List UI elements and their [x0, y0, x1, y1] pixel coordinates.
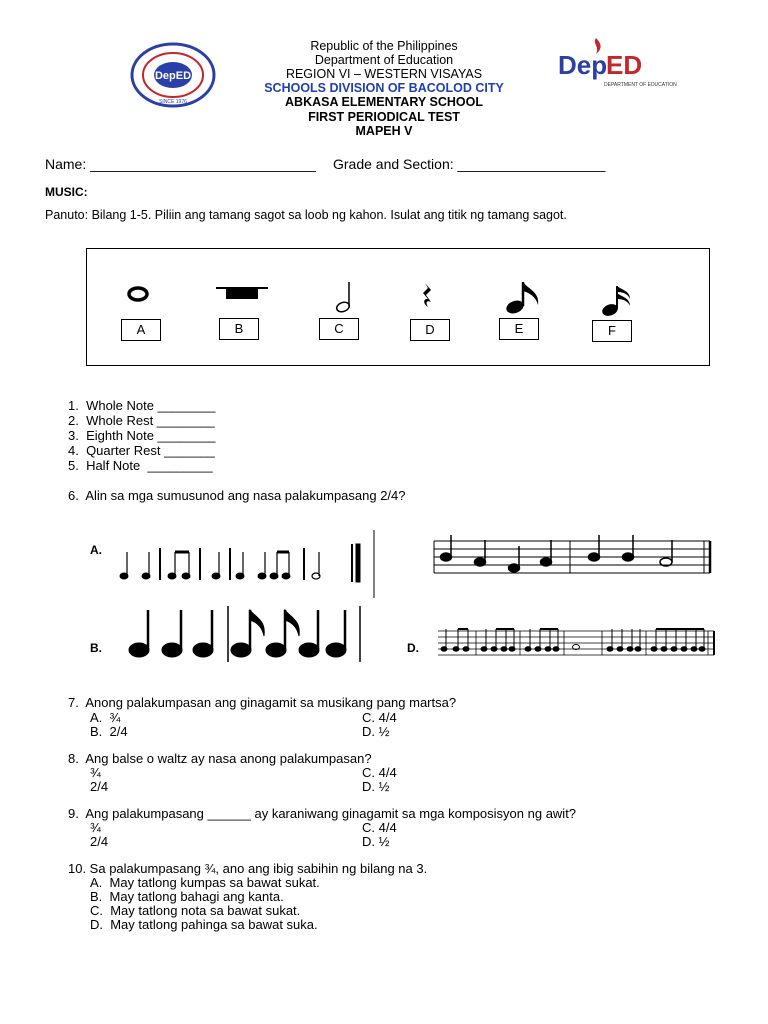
question-9: 9. Ang palakumpasang ______ ay karaniwang ginagamit sa mga komposisyon ng awit?: [68, 806, 577, 821]
q8-option-a: ¾: [90, 765, 101, 780]
question-10: 10. Sa palakumpasang ¾, ano ang ibig sabihin ng bilang na 3.: [68, 861, 428, 876]
q7-option-d: D. ½: [362, 724, 390, 739]
q7-option-b: B. 2/4: [90, 724, 128, 739]
choice-box-d: D: [410, 319, 450, 341]
header-region: REGION VI – WESTERN VISAYAS: [285, 67, 483, 81]
sixteenth-note-icon: [600, 283, 634, 320]
q6-option-c-staff: [432, 535, 714, 588]
q6-option-a-rhythm: [116, 530, 382, 601]
choice-box-a: A: [121, 319, 161, 341]
q10-option-d: D. May tatlong pahinga sa bawat suka.: [90, 917, 318, 932]
svg-text:DEPARTMENT OF EDUCATION: DEPARTMENT OF EDUCATION: [604, 82, 677, 88]
q10-option-a: A. May tatlong kumpas sa bawat sukat.: [90, 875, 320, 890]
grade-section-field-label: Grade and Section: ___________________: [333, 156, 606, 172]
q9-option-c: C. 4/4: [362, 820, 397, 835]
item-4: 4. Quarter Rest _______: [68, 443, 215, 458]
q9-option-b: 2/4: [90, 834, 109, 849]
whole-rest-icon: [214, 284, 270, 307]
q8-option-b: 2/4: [90, 779, 109, 794]
music-heading: MUSIC:: [45, 185, 88, 199]
q6-option-d-staff: [436, 625, 716, 664]
instructions: Panuto: Bilang 1-5. Piliin ang tamang sagot sa loob ng kahon. Isulat ang titik ng tamang sagot.: [45, 208, 567, 222]
header-subject: MAPEH V: [355, 124, 413, 138]
whole-note-icon: [126, 284, 150, 307]
header-school: ABKASA ELEMENTARY SCHOOL: [285, 95, 483, 109]
item-2: 2. Whole Rest ________: [68, 413, 215, 428]
q10-option-b: B. May tatlong bahagi ang kanta.: [90, 889, 284, 904]
header-republic: Republic of the Philippines: [310, 39, 458, 53]
q9-option-a: ¾: [90, 820, 101, 835]
choice-box-b: B: [219, 318, 259, 340]
q10-option-c: C. May tatlong nota sa bawat sukat.: [90, 903, 301, 918]
half-note-icon: [334, 280, 356, 317]
question-8: 8. Ang balse o waltz ay nasa anong palakumpasan?: [68, 751, 372, 766]
name-field-label: Name: _____________________________: [45, 156, 316, 172]
q6-option-d-label: D.: [407, 641, 419, 655]
svg-text:ED: ED: [606, 50, 643, 80]
deped-logo: [556, 34, 677, 94]
q6-option-b-rhythm: [124, 604, 368, 667]
quarter-rest-icon: [420, 282, 436, 311]
item-5: 5. Half Note _________: [68, 458, 213, 473]
q8-option-d: D. ½: [362, 779, 390, 794]
item-3: 3. Eighth Note ________: [68, 428, 216, 443]
svg-text:DepED: DepED: [154, 70, 192, 82]
q8-option-c: C. 4/4: [362, 765, 397, 780]
question-7: 7. Anong palakumpasan ang ginagamit sa musikang pang martsa?: [68, 695, 457, 710]
header-division: SCHOOLS DIVISION OF BACOLOD CITY: [264, 81, 504, 95]
svg-text:SINCE 1976: SINCE 1976: [159, 99, 187, 105]
svg-text:Dep: Dep: [558, 50, 608, 80]
choice-box-c: C: [319, 318, 359, 340]
q9-option-d: D. ½: [362, 834, 390, 849]
q7-option-c: C. 4/4: [362, 710, 397, 725]
header-test: FIRST PERIODICAL TEST: [308, 110, 460, 124]
q6-option-b-label: B.: [90, 641, 102, 655]
item-1: 1. Whole Note ________: [68, 398, 216, 413]
choice-box-e: E: [499, 318, 539, 340]
q7-option-a: A. ¾: [90, 710, 121, 725]
eighth-note-icon: [504, 279, 544, 318]
question-6: 6. Alin sa mga sumusunod ang nasa palakumpasang 2/4?: [68, 488, 406, 503]
q6-option-a-label: A.: [90, 543, 102, 557]
header-deped: Department of Education: [314, 53, 454, 67]
choice-box-f: F: [592, 320, 632, 342]
